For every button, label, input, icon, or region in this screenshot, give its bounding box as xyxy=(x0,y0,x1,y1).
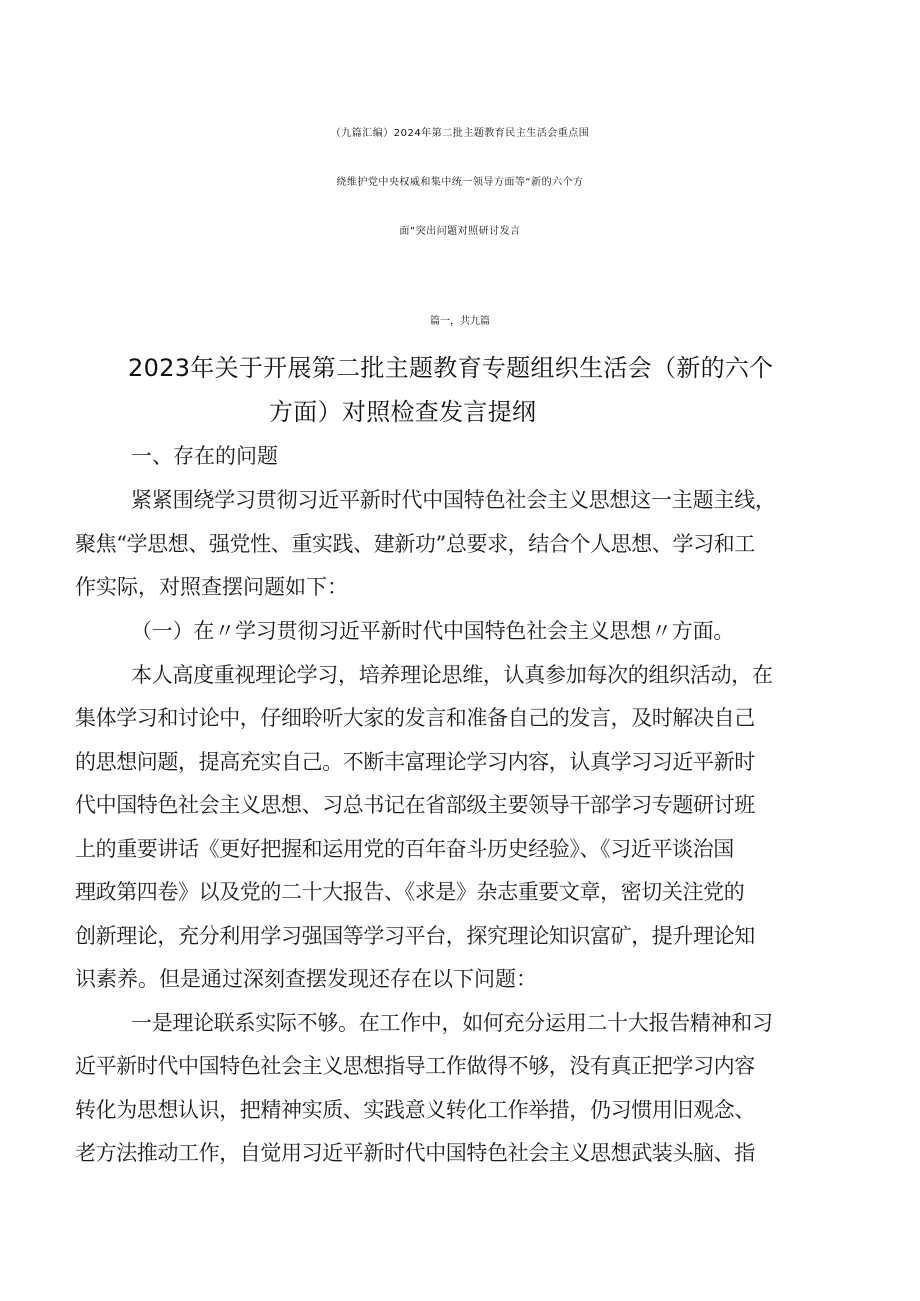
paragraph-line: 的思想问题，提高充实自己。不断丰富理论学习内容，认真学习习近平新时 xyxy=(75,750,755,774)
section-heading: 一、存在的问题 xyxy=(131,444,278,468)
document-title-line-2: 绕维护党中央权威和集中统一领导方面等“新的六个方 xyxy=(336,177,584,188)
paragraph-line: 理政第四卷》以及党的二十大报告、《求是》杂志重要文章，密切关注党的 xyxy=(75,880,745,904)
paragraph-line: 创新理论，充分利用学习强国等学习平台，探究理论知识富矿，提升理论知 xyxy=(75,924,755,948)
paragraph-line: 集体学习和讨论中，仔细聆听大家的发言和准备自己的发言，及时解决自己 xyxy=(75,706,755,730)
document-title-line-3: 面”突出问题对照研讨发言 xyxy=(399,226,521,237)
paragraph-line: 老方法推动工作，自觉用习近平新时代中国特色社会主义思想武装头脑、指 xyxy=(75,1141,755,1165)
paragraph-line: 转化为思想认识，把精神实质、实践意义转化工作举措，仍习惯用旧观念、 xyxy=(75,1098,755,1122)
paragraph-line: 聚焦“学思想、强党性、重实践、建新功”总要求，结合个人思想、学习和工 xyxy=(75,532,755,556)
paragraph-line: 识素养。但是通过深刻查摆发现还存在以下问题： xyxy=(75,967,537,991)
paragraph-line: 上的重要讲话《更好把握和运用党的百年奋斗历史经验》、《习近平谈治国 xyxy=(75,837,734,861)
article-title-line-1: 2023年关于开展第二批主题教育专题组织生活会（新的六个 xyxy=(128,354,774,382)
article-title-line-2: 方面）对照检查发言提纲 xyxy=(269,398,537,426)
paragraph-line: 本人高度重视理论学习，培养理论思维，认真参加每次的组织活动，在 xyxy=(131,663,773,687)
document-title-line-1: （九篇汇编）2024年第二批主题教育民主生活会重点围 xyxy=(330,128,590,139)
paragraph-line: 作实际，对照查摆问题如下： xyxy=(75,575,348,599)
subsection-heading: （一）在〃学习贯彻习近平新时代中国特色社会主义思想〃方面。 xyxy=(131,619,735,643)
section-label: 篇一，共九篇 xyxy=(430,316,490,327)
paragraph-line: 紧紧围绕学习贯彻习近平新时代中国特色社会主义思想这一主题主线， xyxy=(131,488,776,512)
paragraph-line: 近平新时代中国特色社会主义思想指导工作做得不够，没有真正把学习内容 xyxy=(75,1054,755,1078)
paragraph-line: 一是理论联系实际不够。在工作中，如何充分运用二十大报告精神和习 xyxy=(131,1011,773,1035)
paragraph-line: 代中国特色社会主义思想、习总书记在省部级主要领导干部学习专题研讨班 xyxy=(75,793,755,817)
